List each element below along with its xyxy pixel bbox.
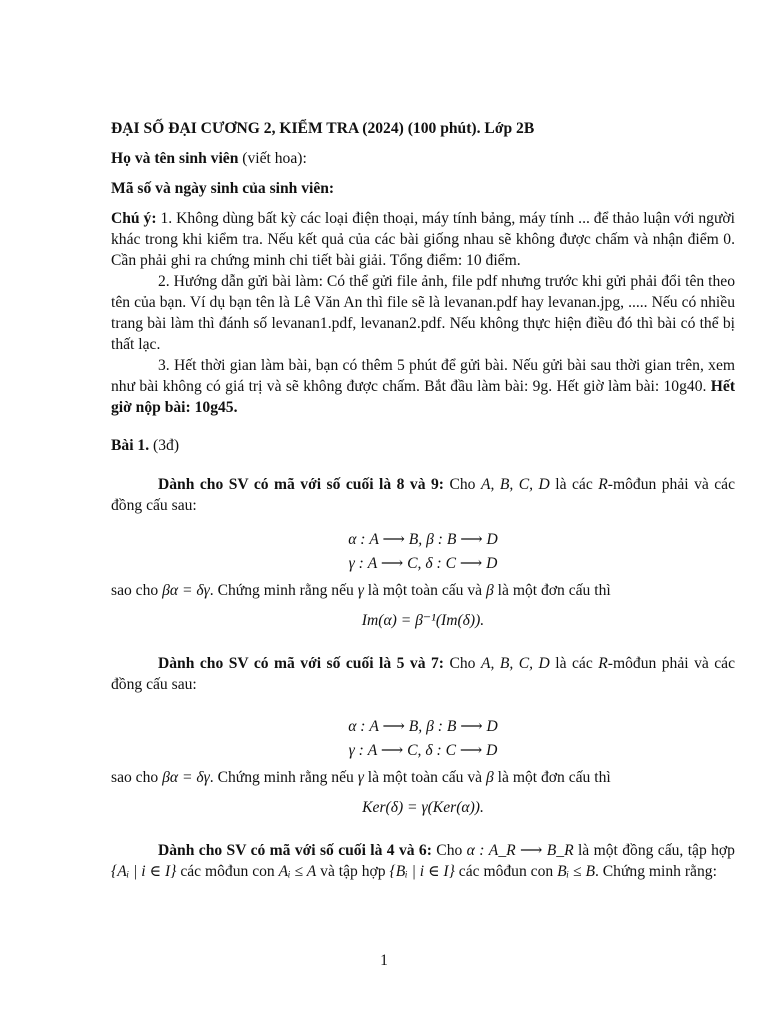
section-5-7-claim-b: là một toàn cấu và	[367, 769, 483, 786]
section-8-9-sao-cho: sao cho	[111, 582, 159, 599]
section-4-6-sub-a: Aᵢ ≤ A	[278, 863, 317, 880]
section-5-7-ring: R	[598, 655, 608, 672]
note-1	[111, 208, 735, 271]
section-4-6-t3: và tập hợp	[320, 863, 386, 880]
section-8-9-modules: A, B, C, D	[480, 476, 550, 493]
problem-1-heading	[111, 435, 735, 456]
section-5-7-claim-c: là một đơn cấu thì	[497, 769, 611, 786]
section-8-9-map-line-1: α : A ⟶ B, β : B ⟶ D	[348, 531, 498, 548]
section-4-6	[111, 840, 735, 882]
problem-1-points: (3đ)	[153, 437, 180, 454]
section-8-9-mid: là các	[555, 476, 593, 493]
section-4-6-t5: . Chứng minh rằng:	[594, 863, 717, 880]
section-4-6-sub-b: Bᵢ ≤ B	[557, 863, 595, 880]
section-5-7	[111, 653, 735, 695]
section-8-9-result: Im(α) = β⁻¹(Im(δ)).	[361, 612, 485, 629]
problem-1-label: Bài 1.	[111, 437, 150, 454]
section-8-9-claim	[111, 580, 735, 601]
student-id-label: Mã số và ngày sinh của sinh viên:	[111, 180, 335, 197]
section-4-6-set-a: {Aᵢ | i ∈ I}	[111, 863, 177, 880]
section-8-9-tail: -môđun phải và các đồng cấu sau:	[111, 476, 736, 514]
section-8-9-claim-a: . Chứng minh rằng nếu	[209, 582, 354, 599]
section-8-9-claim-b: là một toàn cấu và	[367, 582, 483, 599]
section-8-9-lead: Dành cho SV có mã với số cuối là 8 và 9:	[158, 476, 444, 493]
section-4-6-map: α : A_R ⟶ B_R	[466, 842, 574, 859]
section-4-6-t1: là một đồng cấu, tập hợp	[577, 842, 735, 859]
section-5-7-claim	[111, 767, 735, 788]
student-name-hint: (viết hoa):	[242, 150, 307, 167]
section-5-7-mid: là các	[555, 655, 593, 672]
section-8-9-equation: βα = δγ	[162, 582, 210, 599]
note-3-deadline: Hết giờ nộp bài: 10g45.	[111, 378, 736, 416]
section-4-6-t4: các môđun con	[458, 863, 554, 880]
section-5-7-cho: Cho	[449, 655, 476, 672]
section-5-7-beta: β	[485, 769, 494, 786]
section-5-7-gamma: γ	[357, 769, 364, 786]
note-label: Chú ý:	[111, 210, 157, 227]
note-3	[111, 355, 735, 418]
section-8-9	[111, 474, 735, 516]
section-5-7-map-line-1: α : A ⟶ B, β : B ⟶ D	[348, 718, 498, 735]
section-5-7-equation: βα = δγ	[162, 769, 210, 786]
exam-title: ĐẠI SỐ ĐẠI CƯƠNG 2, KIỂM TRA (2024) (100 phút). Lớp 2B	[111, 120, 535, 137]
section-5-7-claim-a: . Chứng minh rằng nếu	[209, 769, 354, 786]
section-8-9-maps	[111, 528, 735, 576]
section-4-6-lead: Dành cho SV có mã với số cuối là 4 và 6:	[158, 842, 432, 859]
section-8-9-beta: β	[485, 582, 494, 599]
section-4-6-set-b: {Bᵢ | i ∈ I}	[389, 863, 455, 880]
section-8-9-cho: Cho	[449, 476, 476, 493]
section-4-6-t2: các môđun con	[180, 863, 275, 880]
student-name-label: Họ và tên sinh viên	[111, 150, 239, 167]
section-8-9-ring: R	[598, 476, 608, 493]
section-5-7-modules: A, B, C, D	[480, 655, 550, 672]
section-5-7-lead: Dành cho SV có mã với số cuối là 5 và 7:	[158, 655, 444, 672]
section-5-7-tail: -môđun phải và các đồng cấu sau:	[111, 655, 736, 693]
page-number: 1	[380, 952, 388, 969]
section-5-7-result: Ker(δ) = γ(Ker(α)).	[362, 799, 484, 816]
exam-page	[111, 118, 735, 882]
note-3-text: 3. Hết thời gian làm bài, bạn có thêm 5 phút để gửi bài. Nếu gửi bài sau thời gian trên, xem như bài không có giá trị và sẽ không được chấm. Bắt đầu làm bài: 9g. Hết giờ làm bài: 10g40.	[111, 357, 735, 395]
section-5-7-maps	[111, 715, 735, 763]
section-8-9-claim-c: là một đơn cấu thì	[497, 582, 611, 599]
section-8-9-map-line-2: γ : A ⟶ C, δ : C ⟶ D	[348, 555, 498, 572]
section-5-7-sao-cho: sao cho	[111, 769, 159, 786]
student-name-line	[111, 148, 735, 169]
note-1-text: 1. Không dùng bất kỳ các loại điện thoại, máy tính bảng, máy tính ... để thảo luận với người khác trong khi kiểm tra. Nếu kết quả của các bài giống nhau sẽ không được chấm và nhận điểm 0. Cần phải ghi ra chứng minh chi tiết bài giải. Tổng điểm: 10 điểm.	[111, 210, 735, 269]
note-2: 2. Hướng dẫn gửi bài làm: Có thể gửi file ảnh, file pdf nhưng trước khi gửi phải đổi tên theo tên của bạn. Ví dụ bạn tên là Lê Văn An thì file sẽ là levanan.pdf hay levanan.jpg, ..... Nếu có nhiều trang bài làm thì đánh số levanan1.pdf, levanan2.pdf. Nếu không thực hiện điều đó thì bài có thể bị thất lạc.	[111, 273, 735, 353]
section-8-9-gamma: γ	[357, 582, 364, 599]
section-5-7-map-line-2: γ : A ⟶ C, δ : C ⟶ D	[348, 742, 498, 759]
section-4-6-cho: Cho	[436, 842, 463, 859]
